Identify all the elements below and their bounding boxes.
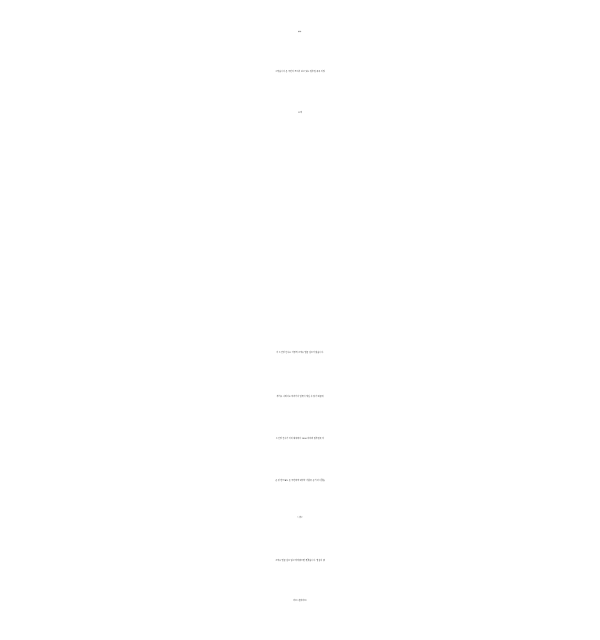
commentary-line: 그렇습니다 온 국민이 모여서 보고 있는 팀추월 종목 이었: [275, 71, 325, 73]
commentary-line: 고개를 떨굴 필요 없고 당당했으면 좋겠습니다. 열심히 했: [275, 560, 325, 562]
commentary-line: 어요! 괜찮아요!: [293, 600, 307, 602]
commentary-line: 니까?: [297, 517, 303, 519]
commentary-text-large: 는데: [298, 112, 302, 114]
commentary-line: 노선영 선수가 이미 평창에서 1500 미터와 팀추월을 타: [275, 438, 325, 440]
commentary-line: 준 것 만으로도 온 국민에게 희망과 기쁨을 준거 아니겠습: [275, 480, 325, 482]
commentary-line: 경기를 나와서는 여러가지 일들이 생길 수 있기 때문에: [276, 396, 324, 398]
speaker-name-bae: 배성재 :: [298, 32, 302, 33]
commentary-line: [0, 112, 600, 114]
commentary-line: 자 노선영 선수는 저렇게 고개를 떨굴 필요가 없습니다.: [276, 352, 324, 354]
